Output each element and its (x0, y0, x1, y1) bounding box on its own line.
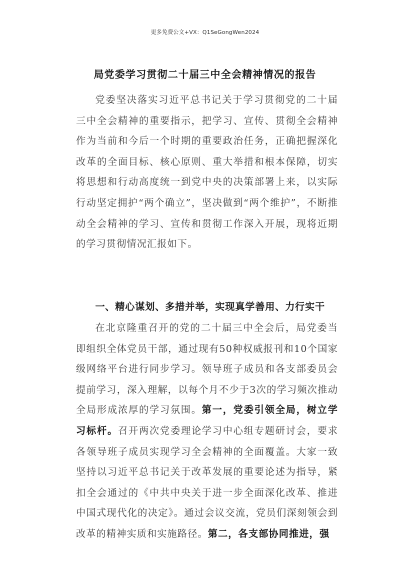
intro-paragraph: 党委坚决落实习近平总书记关于学习贯彻党的二十届三中全会精神的重要指示，把学习、宣传、贯彻全会精神作为当前和今后一个时期的重要政治任务，正确把握深化改革的全面目标、核心原则、重大举措和根本保障，切实将思想和行动高度统一到党中央的决策部署上来，以实际行动坚定拥护“两个确立”，坚决做到“两个维护”，不断推动全会精神的学习、宣传和贯彻工作深入开展，现将近期的学习贯彻情况汇报如下。 (76, 95, 338, 251)
section-heading: 一、精心谋划、多措并举，实现真学善用、力行实干 (95, 302, 326, 313)
document-title: 局党委学习贯彻二十届三中全会精神情况的报告 (93, 70, 317, 81)
section-paragraph-text: 在北京隆重召开的党的二十届三中全会后，局党委当即组织全体党员干部，通过现有50种权威报刊和10个国家级网络平台进行同步学习。领导班子成员和各支部委员会提前学习，深入理解，以每个月不少于3次的学习频次推动全局形成浓厚的学习氛围。 (76, 323, 338, 417)
bold-subheading-first: 第一，党委引领全局，树立学习标杆。 (76, 405, 338, 437)
section-paragraph-text-continued: 召开两次党委理论学习中心组专题研讨会，要求各领导班子成员实现学习全会精神的全面覆盖。大家一致坚持以习近平总书记关于改革发展的重要论述为指导，紧扣全会通过的《中共中央关于进一步全面深化改革、推进中国式现代化的决定》。通过会议交流，党员们深刻领会到改革的精神实质和实施路径。 (76, 425, 338, 540)
section-paragraph (76, 319, 338, 546)
bold-subheading-second: 第二，各支部协同推进，强 (207, 528, 330, 540)
header-watermark: 更多免费公文+VX：Q1SeGongWen2024 (150, 30, 260, 36)
